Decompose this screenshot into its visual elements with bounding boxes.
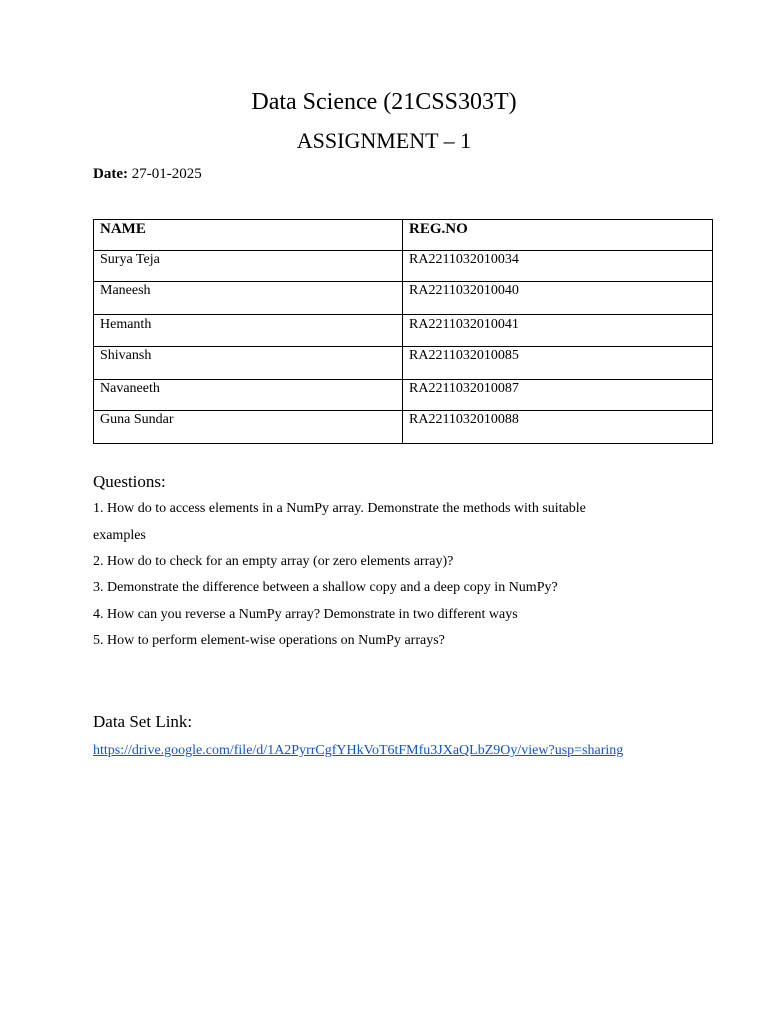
question-item: 1. How do to access elements in a NumPy array. Demonstrate the methods with suitable [93,501,586,516]
column-header-name: NAME [94,220,403,251]
table-row [94,251,713,282]
member-reg-no: RA2211032010034 [403,251,713,282]
table-row [94,347,713,380]
member-name: Navaneeth [94,380,403,411]
question-item: 4. How can you reverse a NumPy array? Demonstrate in two different ways [93,607,518,622]
table-row [94,282,713,315]
member-reg-no: RA2211032010040 [403,282,713,315]
document-title: Data Science (21CSS303T) [251,89,517,115]
member-name: Shivansh [94,347,403,380]
member-name: Hemanth [94,315,403,347]
table-header-row [94,220,713,251]
document-subtitle: ASSIGNMENT – 1 [296,128,472,153]
member-name: Guna Sundar [94,411,403,444]
member-reg-no: RA2211032010085 [403,347,713,380]
column-header-reg-no: REG.NO [403,220,713,251]
member-name: Maneesh [94,282,403,315]
table-row [94,315,713,347]
table-row [94,380,713,411]
member-name: Surya Teja [94,251,403,282]
member-reg-no: RA2211032010088 [403,411,713,444]
member-reg-no: RA2211032010041 [403,315,713,347]
date-label: Date: [93,166,128,182]
dataset-link-heading: Data Set Link: [93,712,193,731]
question-item: 2. How do to check for an empty array (or zero elements array)? [93,554,454,569]
questions-heading: Questions: [93,472,166,491]
member-reg-no: RA2211032010087 [403,380,713,411]
members-table [93,219,713,444]
date-line [93,164,202,184]
question-item: examples [93,528,146,543]
dataset-link[interactable]: https://drive.google.com/file/d/1A2PyrrCgfYHkVoT6tFMfu3JXaQLbZ9Oy/view?usp=sharing [93,743,624,758]
table-row [94,411,713,444]
date-value: 27-01-2025 [131,166,202,182]
question-item: 3. Demonstrate the difference between a shallow copy and a deep copy in NumPy? [93,580,558,595]
question-item: 5. How to perform element-wise operations on NumPy arrays? [93,633,445,648]
